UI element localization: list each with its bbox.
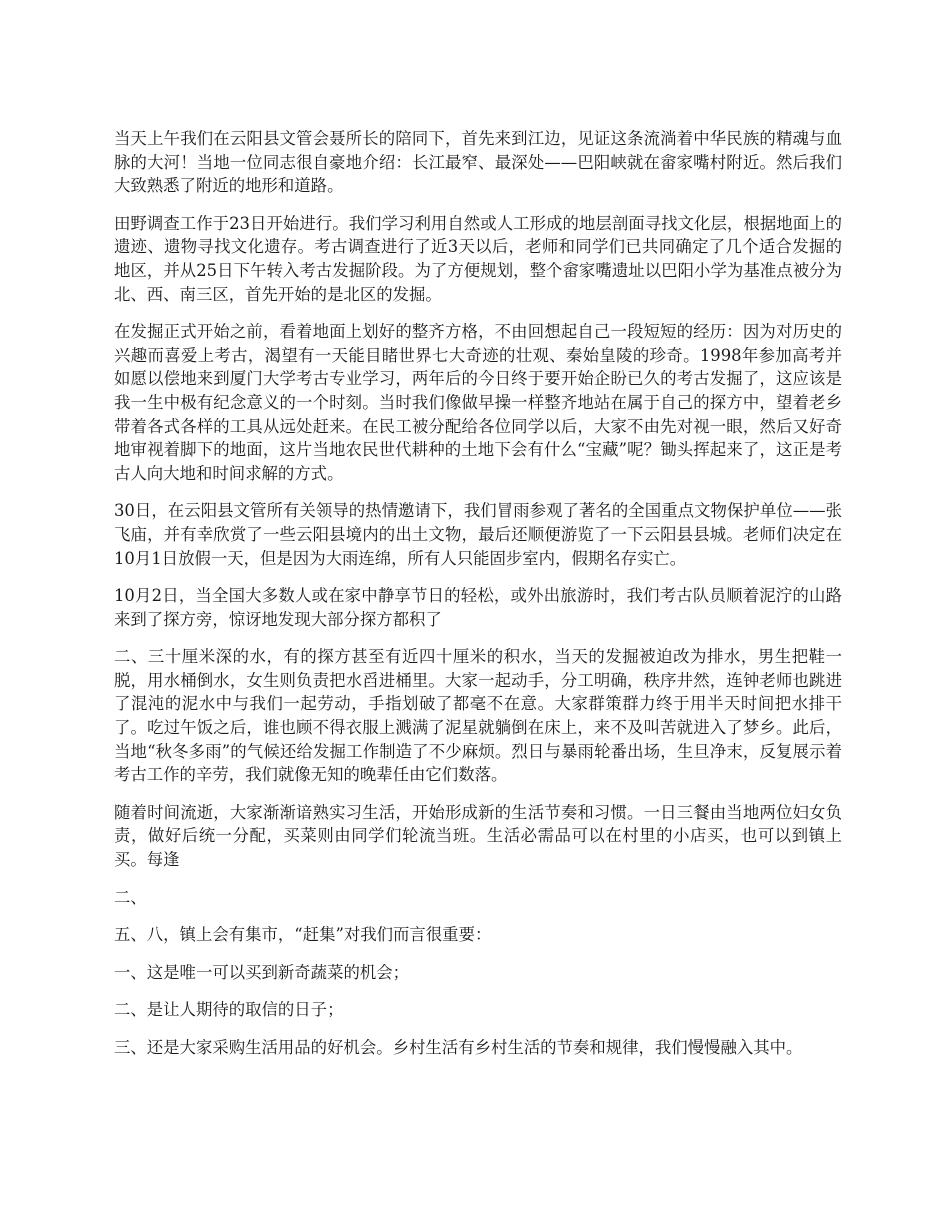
paragraph-6: 二、三十厘米深的水，有的探方甚至有近四十厘米的积水，当天的发掘被迫改为排水，男生把鞋一脱，用水桶倒水，女生则负责把水舀进桶里。大家一起动手，分工明确，秩序井然，连钟老师也跳进了混沌的泥水中与我们一起劳动，手指划破了都毫不在意。大家群策群力终于用半天时间把水排干了。吃过午饭之后，谁也顾不得衣服上溅满了泥星就躺倒在床上，来不及叫苦就进入了梦乡。此后，当地“秋冬多雨”的气候还给发掘工作制造了不少麻烦。烈日与暴雨轮番出场，生旦净末，反复展示着考古工作的辛劳，我们就像无知的晚辈任由它们数落。 [114,647,842,785]
paragraph-7: 随着时间流逝，大家渐渐谙熟实习生活，开始形成新的生活节奏和习惯。一日三餐由当地两位妇女负责，做好后统一分配，买菜则由同学们轮流当班。生活必需品可以在村里的小店买，也可以到镇上买。每逢 [114,802,842,870]
paragraph-9: 五、八，镇上会有集市，“赶集”对我们而言很重要： [114,925,492,945]
paragraph-2: 田野调查工作于23日开始进行。我们学习利用自然或人工形成的地层剖面寻找文化层，根据地面上的遗迹、遗物寻找文化遗存。考古调查进行了近3天以后，老师和同学们已共同确定了几个适合发掘的地区，并从25日下午转入考古发掘阶段。为了方便规划，整个畲家嘴遗址以巴阳小学为基准点被分为北、西、南三区，首先开始的是北区的发掘。 [114,213,842,304]
paragraph-12: 三、还是大家采购生活用品的好机会。乡村生活有乡村生活的节奏和规律，我们慢慢融入其中。 [114,1038,803,1057]
paragraph-1: 当天上午我们在云阳县文管会聂所长的陪同下，首先来到江边，见证这条流淌着中华民族的精魂与血脉的大河！当地一位同志很自豪地介绍：长江最窄、最深处——巴阳峡就在畲家嘴村附近。然后我们大致熟悉了附近的地形和道路。 [114,129,842,196]
paragraph-10: 一、这是唯一可以买到新奇蔬菜的机会； [114,962,410,982]
paragraph-3: 在发掘正式开始之前，看着地面上划好的整齐方格，不由回想起自己一段短短的经历：因为对历史的兴趣而喜爱上考古，渴望有一天能目睹世界七大奇迹的壮观、秦始皇陵的珍奇。1998年参加高考并如愿以偿地来到厦门大学考古专业学习，两年后的今日终于要开始企盼已久的考古发掘了，这应该是我一生中极有纪念意义的一个时刻。当时我们像做早操一样整齐地站在属于自己的探方中，望着老乡带着各式各样的工具从远处赶来。在民工被分配给各位同学以后，大家不由先对视一眼，然后又好奇地审视着脚下的地面，这片当地农民世代耕种的土地下会有什么“宝藏”呢？锄头挥起来了，这正是考古人向大地和时间求解的方式。 [114,322,842,483]
paragraph-11: 二、是让人期待的取信的日子； [114,1000,344,1020]
paragraph-4: 30日，在云阳县文管所有关领导的热情邀请下，我们冒雨参观了著名的全国重点文物保护单位——张飞庙，并有幸欣赏了一些云阳县境内的出土文物，最后还顺便游览了一下云阳县县城。老师们决定在10月1日放假一天，但是因为大雨连绵，所有人只能固步室内，假期名存实亡。 [114,501,842,568]
paragraph-5: 10月2日，当全国大多数人或在家中静享节日的轻松，或外出旅游时，我们考古队员顺着泥泞的山路来到了探方旁，惊讶地发现大部分探方都积了 [114,586,842,629]
document-body [114,127,842,1074]
paragraph-8: 二、 [114,887,147,907]
